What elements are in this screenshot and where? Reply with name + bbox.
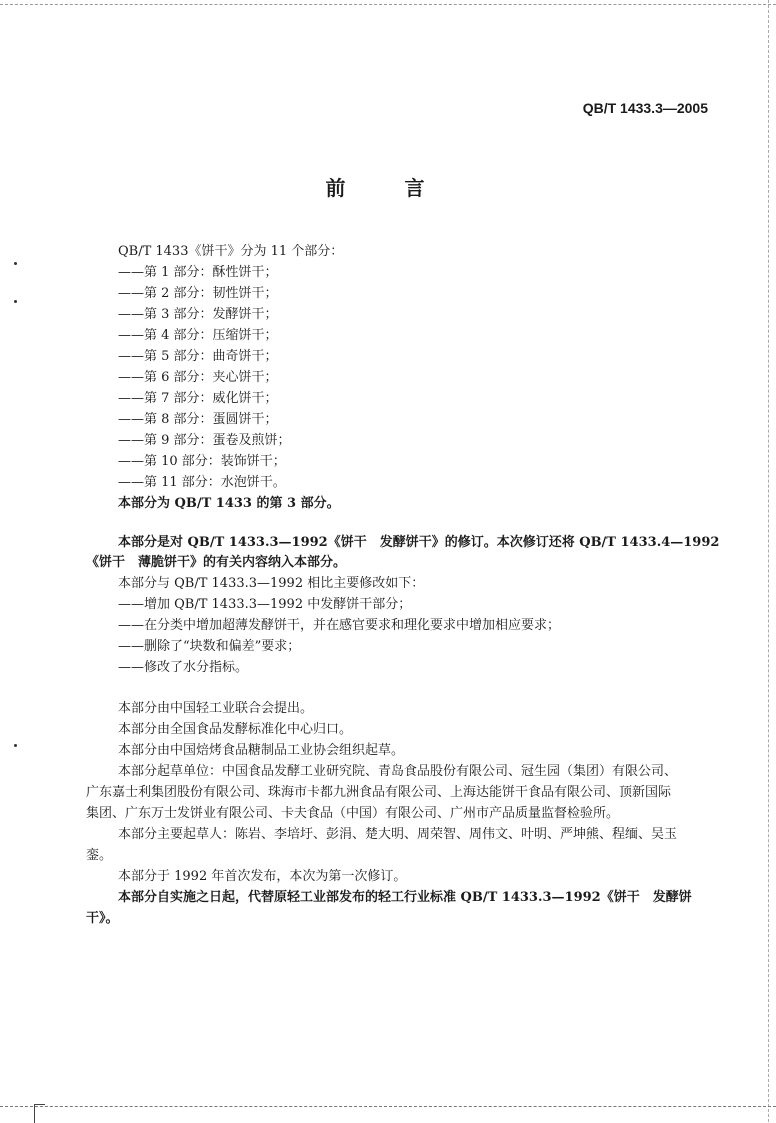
replaces-line: 干》。 xyxy=(86,911,119,926)
change-item: ——在分类中增加超薄发酵饼干，并在感官要求和理化要求中增加相应要求； xyxy=(118,618,561,633)
replaces-line: 本部分自实施之日起，代替原轻工业部发布的轻工行业标准 QB/T 1433.3—1992《饼干 发酵饼 xyxy=(118,890,692,905)
change-item: ——增加 QB/T 1433.3—1992 中发酵饼干部分； xyxy=(118,597,412,612)
change-item: ——删除了“块数和偏差”要求； xyxy=(118,639,301,654)
drafting-units-line: 集团、广东万士发饼业有限公司、卡夫食品（中国）有限公司、广州市产品质量监督检验所。 xyxy=(86,806,620,821)
part-item: ——第 7 部分：威化饼干； xyxy=(118,391,278,406)
drafters-line: 本部分主要起草人：陈岩、李培圩、彭涓、楚大明、周荣智、周伟文、叶明、严坤熊、程缅、吴玉 xyxy=(118,827,678,842)
scan-speck xyxy=(14,262,17,265)
part-item: ——第 4 部分：压缩饼干； xyxy=(118,328,278,343)
revision-line: 《饼干 薄脆饼干》的有关内容纳入本部分。 xyxy=(86,555,347,570)
revision-line: 本部分是对 QB/T 1433.3—1992《饼干 发酵饼干》的修订。本次修订还将 QB/T 1433.4—1992 xyxy=(118,535,720,550)
proposed-by: 本部分由中国轻工业联合会提出。 xyxy=(118,701,314,716)
drafting-units-line: 广东嘉士利集团股份有限公司、珠海市卡都九洲食品有限公司、上海达能饼干食品有限公司、顶新国际 xyxy=(86,785,672,800)
organized-by: 本部分由中国焙烤食品糖制品工业协会组织起草。 xyxy=(118,743,405,758)
scan-edge-right xyxy=(768,0,769,1122)
managed-by: 本部分由全国食品发酵标准化中心归口。 xyxy=(118,722,353,737)
part-item: ——第 10 部分：装饰饼干； xyxy=(118,454,286,469)
part-item: ——第 2 部分：韧性饼干； xyxy=(118,286,278,301)
part-item: ——第 9 部分：蛋卷及煎饼； xyxy=(118,433,291,448)
part-item: ——第 1 部分：酥性饼干； xyxy=(118,265,278,280)
scan-edge-bottom xyxy=(0,1106,776,1107)
part-item: ——第 11 部分：水泡饼干。 xyxy=(118,475,286,490)
page-title: 前 言 xyxy=(325,176,451,200)
part-item: ——第 8 部分：蛋圆饼干； xyxy=(118,412,278,427)
scan-edge-top xyxy=(0,4,776,5)
part-item: ——第 3 部分：发酵饼干； xyxy=(118,307,278,322)
parts-intro: QB/T 1433《饼干》分为 11 个部分： xyxy=(118,244,344,259)
first-issued: 本部分于 1992 年首次发布，本次为第一次修订。 xyxy=(118,869,407,884)
changes-intro: 本部分与 QB/T 1433.3—1992 相比主要修改如下： xyxy=(118,576,425,591)
scan-speck xyxy=(14,300,17,303)
part-item: ——第 5 部分：曲奇饼干； xyxy=(118,349,278,364)
parts-outro: 本部分为 QB/T 1433 的第 3 部分。 xyxy=(118,496,340,511)
drafting-units-line: 本部分起草单位：中国食品发酵工业研究院、青岛食品股份有限公司、冠生园（集团）有限公司、 xyxy=(118,764,678,779)
scan-speck xyxy=(14,744,17,747)
change-item: ——修改了水分指标。 xyxy=(118,660,249,675)
crop-mark xyxy=(34,1104,45,1123)
standard-number: QB/T 1433.3—2005 xyxy=(582,100,708,116)
drafters-line: 銮。 xyxy=(86,848,113,863)
part-item: ——第 6 部分：夹心饼干； xyxy=(118,370,278,385)
